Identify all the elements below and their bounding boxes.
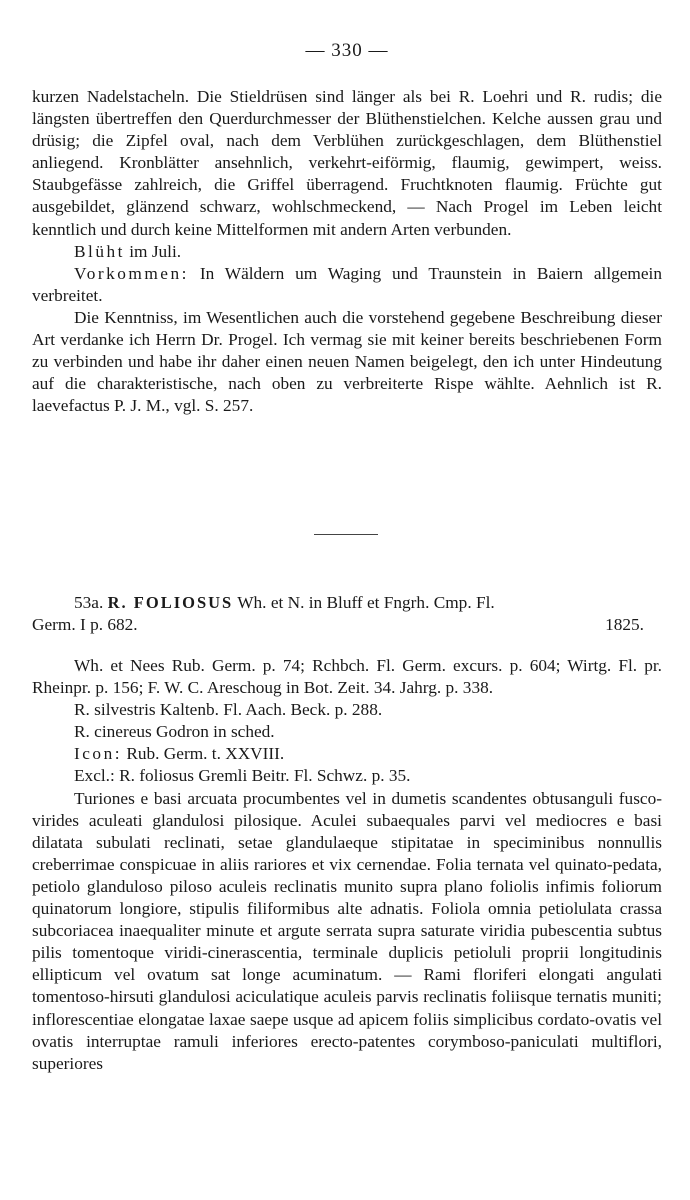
icon-label: Icon:: [74, 744, 123, 764]
species-year: 1825.: [605, 615, 644, 634]
occurrence-label: Vorkommen:: [74, 263, 189, 283]
references-paragraph: Wh. et Nees Rub. Germ. p. 74; Rchbch. Fl. Germ. excurs. p. 604; Wirtg. Fl. pr. Rheinpr. p. 156; F. W. C. Areschoug in Bot. Zeit. 34. Jahrg. p. 338.: [32, 656, 662, 698]
synonym-silvestris: R. silvestris Kaltenb. Fl. Aach. Beck. p. 288.: [74, 700, 383, 720]
bloom-text: im Juli.: [129, 241, 182, 261]
synonym-cinereus: R. cinereus Godron in sched.: [74, 722, 275, 742]
species-name: R. FOLIOSUS: [107, 593, 234, 612]
page-number: — 330 —: [305, 40, 389, 61]
icon-text: Rub. Germ. t. XXVIII.: [126, 744, 285, 764]
species-citation: Germ. I p. 682.: [32, 615, 138, 634]
document-page: [32, 0, 662, 1200]
occurrence-paragraph: [32, 263, 662, 307]
occurrence-text: In Wäldern um Waging und Traunstein in Baiern allgemein verbreitet.: [32, 263, 662, 305]
species-authority: Wh. et N. in Bluff et Fngrh. Cmp. Fl.: [237, 593, 495, 612]
bloom-paragraph: [32, 241, 662, 263]
bloom-label: Blüht: [74, 241, 125, 261]
description-paragraph: kurzen Nadelstacheln. Die Stieldrüsen sind länger als bei R. Loehri und R. rudis; die längsten übertreffen den Querdurchmesser der Blüthenstielchen. Kelche aussen grau und drüsig; die Zipfel oval, nach dem Verblühen zurückgeschlagen, dem Blüthenstiel anliegend. Kronblätter ansehnlich, verkehrt-eiförmig, flaumig, gewimpert, weiss. Staubgefässe zahlreich, die Griffel überragend. Fruchtknoten flaumig. Früchte gut ausgebildet, glänzend schwarz, wohlschmeckend, — Nach Progel im Leben leicht kenntlich und durch keine Mittelformen mit andern Arten verbunden.: [32, 87, 662, 239]
excl-paragraph: Excl.: R. foliosus Gremli Beitr. Fl. Schwz. p. 35.: [74, 766, 411, 786]
latin-description: Turiones e basi arcuata procumbentes vel in dumetis scandentes obtusanguli fusco-virides aculeati glandulosi pilosique. Aculei subaequales parvi vel mediocres e basi dilatata subulati reclinati, setae glandulaeque stipitatae in speciminibus nonnullis creberrimae conspicuae in aliis rariores et vix cernendae. Folia ternata vel quinato-pedata, petiolo glanduloso piloso aculeis reclinatis munito supra plano foliolis infimis foliorum quinatorum longiore, stipulis filiformibus alte adnatis. Foliola omnia petiolulata crassa subcoriacea inaequaliter minute et argute serrata supra saturate viridia pubescentia subtus pilis tomentoque viridi-cinerascentia, terminale duplicis petioluli proprii longitudinis ellipticum vel ovatum sat longe acuminatum. — Rami floriferi elongati angulati tomentoso-hirsuti glandulosi aciculatique aculeis parvis reclinatis foliisque ternatis muniti; inflorescentiae elongatae laxae saepe usque ad apicem foliis simplicibus cordato-ovatis vel ovatis interruptae ramuli inferiores erecto-patentes corymboso-paniculati multiflori, superiores: [32, 788, 662, 1073]
closing-paragraph: Die Kenntniss, im Wesentlichen auch die vorstehend gegebene Beschreibung dieser Art verdanke ich Herrn Dr. Progel. Ich vermag sie mit keiner bereits beschriebenen Form zu verbinden und habe ihr daher einen neuen Namen beigelegt, den ich unter Hindeutung auf die charakteristische, nach oben zu verbreiterte Rispe wählte. Aehnlich ist R. laevefactus P. J. M., vgl. S. 257.: [32, 307, 662, 416]
icon-paragraph: [32, 743, 662, 765]
species-number: 53a.: [74, 593, 104, 612]
species-heading-line1: [32, 592, 662, 614]
species-heading-line2: [32, 614, 662, 636]
section-divider: [314, 534, 378, 535]
section-rubus-progel: [32, 86, 662, 417]
section-rubus-foliosus: [32, 655, 662, 1075]
